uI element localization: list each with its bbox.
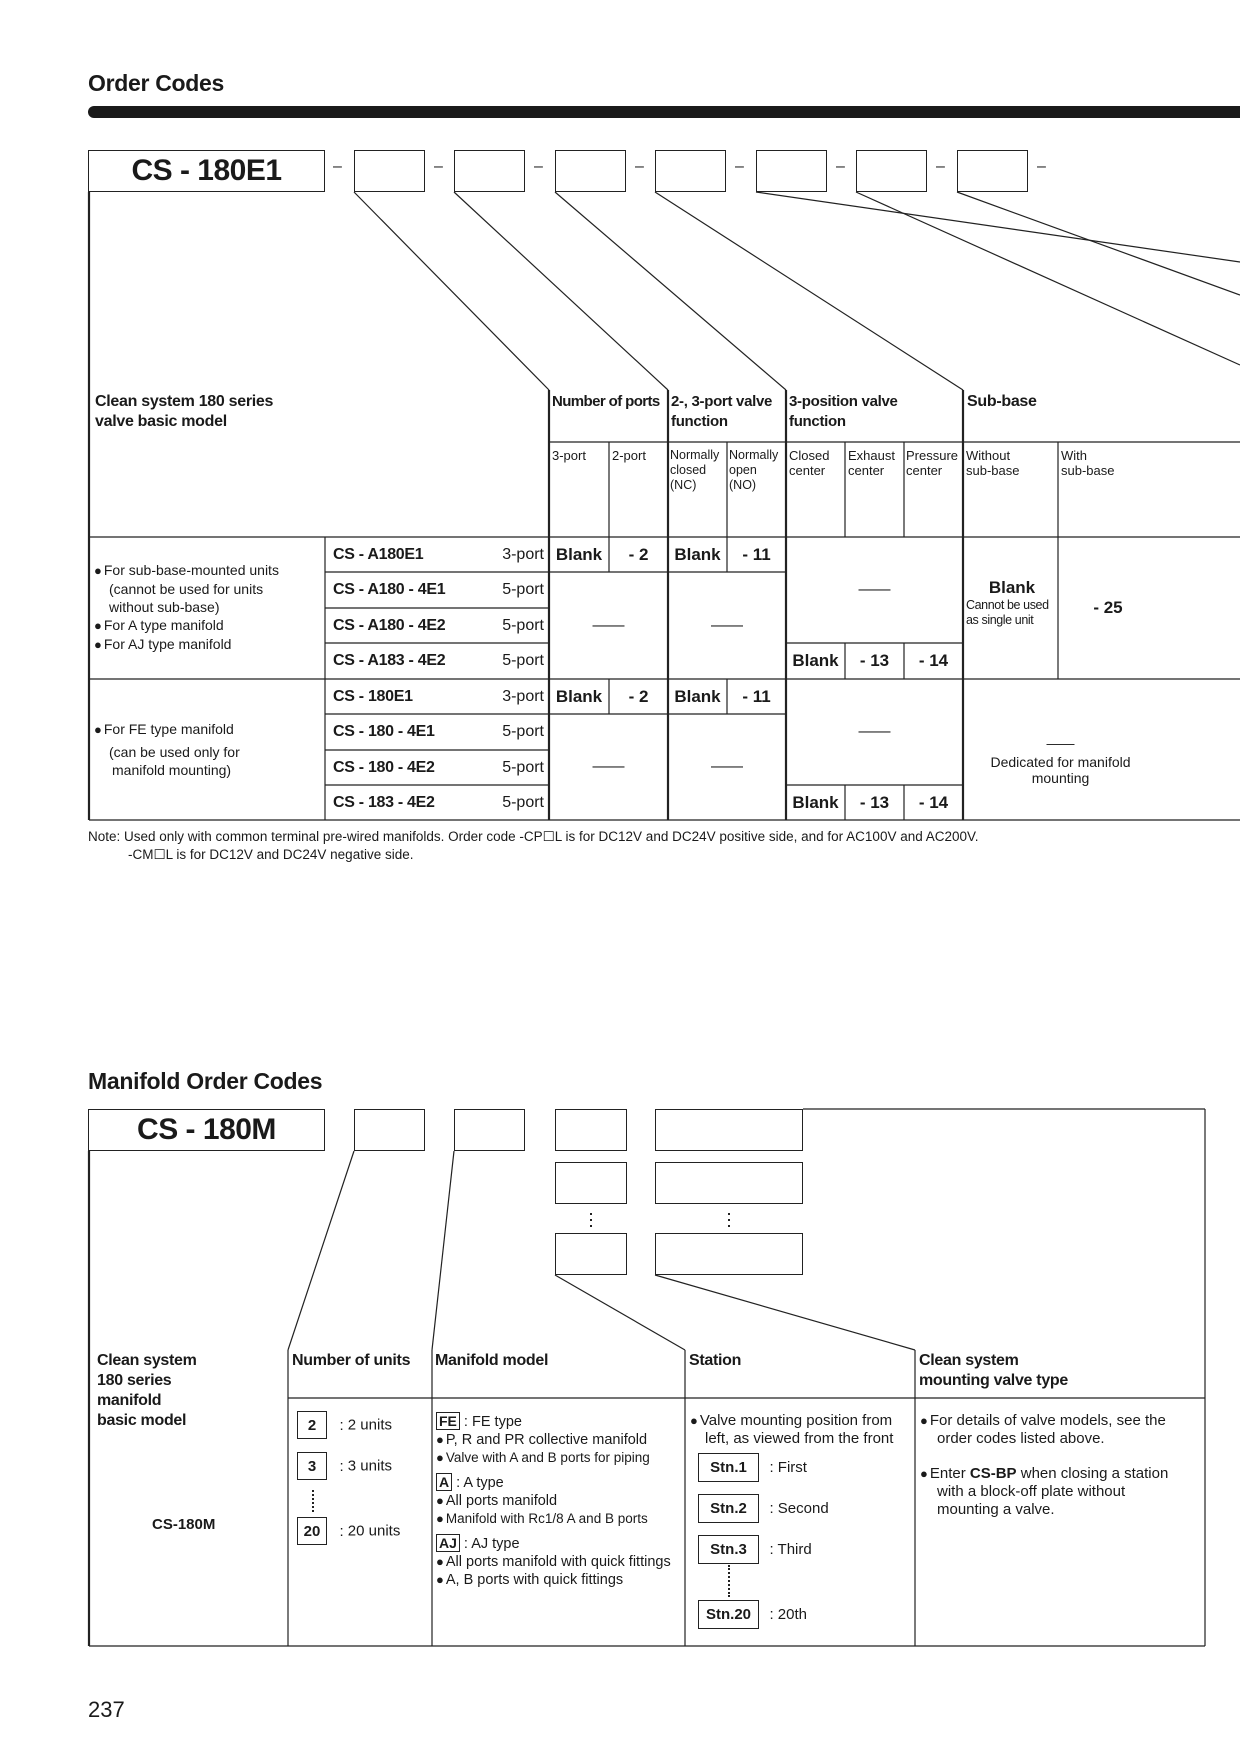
header-manifold-model: Manifold model	[435, 1352, 549, 1369]
group-2-description	[94, 720, 319, 779]
sub-line: sub-base	[1061, 463, 1115, 478]
station-option: Stn.2 : Second	[698, 1494, 829, 1523]
model-code: CS - A180 - 4E2	[333, 616, 446, 634]
units-option: 3 : 3 units	[297, 1452, 392, 1480]
model-code: CS - 183 - 4E2	[333, 793, 435, 811]
option-slot-2	[454, 150, 525, 192]
subheader-pressure-center	[906, 448, 958, 478]
base-model-box: CS - 180E1	[88, 150, 325, 192]
code-with-sub-base: - 25	[1093, 598, 1123, 617]
option-slot-7	[957, 150, 1028, 192]
sub-line: center	[906, 463, 943, 478]
header-3-position-valve-function	[789, 392, 898, 432]
header-line: mounting valve type	[919, 1372, 1068, 1389]
header-line: function	[671, 413, 728, 430]
group-1-description	[94, 561, 319, 654]
desc-line: without sub-base)	[109, 599, 220, 615]
manifold-order-codes-title: Manifold Order Codes	[88, 1068, 323, 1094]
model-bullet: ● Manifold with Rc1/8 A and B ports	[436, 1510, 681, 1528]
code-without-sub-base: Blank	[988, 578, 1036, 597]
port-cell	[470, 537, 544, 572]
model-cell	[333, 785, 473, 820]
note-line: order codes listed above.	[937, 1430, 1105, 1447]
port-cell	[470, 785, 544, 820]
subheader-normally-closed	[670, 448, 719, 493]
code-no: - 11	[742, 544, 771, 564]
separator-dash: –	[836, 158, 845, 175]
ellipsis-dots	[312, 1490, 316, 1512]
port-cell	[470, 679, 544, 714]
note-line: -CM☐L is for DC12V and DC24V negative side.	[128, 847, 414, 862]
separator-dash: –	[434, 158, 443, 175]
port-count: 5-port	[502, 793, 544, 811]
note-line: with a block-off plate without	[937, 1483, 1126, 1500]
desc-line: (cannot be used for units	[109, 581, 264, 597]
note-text: when closing a station	[1016, 1465, 1169, 1482]
port-cell	[470, 608, 544, 643]
station-option: Stn.20 : 20th	[698, 1600, 807, 1629]
note-line: Dedicated for manifold	[990, 754, 1131, 770]
units-label: 3 units	[347, 1457, 392, 1475]
code-nc: Blank	[674, 544, 721, 564]
valve-type-slot-n	[655, 1233, 803, 1275]
station-label: 20th	[777, 1606, 807, 1623]
station-label: First	[777, 1459, 807, 1476]
header-line: basic model	[97, 1412, 187, 1429]
header-line: manifold	[97, 1392, 162, 1409]
station-intro	[690, 1412, 912, 1448]
note-text: Enter	[929, 1465, 970, 1482]
code-nc: Blank	[674, 686, 721, 706]
note-line	[920, 1465, 1200, 1483]
header-number-of-ports: Number of ports	[552, 393, 660, 410]
code-exhaust-center: - 13	[859, 651, 890, 670]
model-code: CS - A180 - 4E1	[333, 581, 446, 598]
valve-type-notes	[920, 1412, 1200, 1519]
desc-line: ● For sub-base-mounted units	[94, 561, 319, 580]
model-label: FE type	[471, 1414, 522, 1430]
port-cell	[470, 750, 544, 785]
model-cell	[333, 643, 473, 679]
subheader-3-port: 3-port	[552, 448, 586, 463]
port-count: 5-port	[502, 581, 544, 598]
header-line: Clean system	[919, 1352, 1019, 1369]
separator-dash: –	[635, 158, 644, 175]
header-line: Clean system 180 series	[95, 393, 274, 410]
note-bold-code: CS-BP	[969, 1465, 1017, 1482]
model-tag: AJ	[436, 1534, 460, 1552]
code-pressure-center: - 14	[918, 651, 949, 670]
separator-dash: –	[333, 158, 342, 175]
sub-line: Pressure	[906, 448, 959, 463]
without-sub-base-note	[966, 598, 1058, 628]
units-option: 2 : 2 units	[297, 1411, 392, 1439]
valve-type-slot-1	[655, 1109, 803, 1151]
model-bullet: ● Valve with A and B ports for piping	[436, 1449, 681, 1467]
units-code: 3	[297, 1452, 327, 1480]
port-count: 5-port	[502, 616, 544, 634]
model-cell	[333, 714, 473, 750]
sub-line: Without	[966, 448, 1011, 463]
sub-line: center	[848, 463, 885, 478]
code-2-port: - 2	[628, 686, 649, 706]
header-mounting-valve-type	[919, 1351, 1068, 1391]
station-code: Stn.3	[698, 1535, 759, 1564]
header-sub-base: Sub-base	[967, 393, 1037, 410]
station-slot-1	[555, 1109, 627, 1151]
code-closed-center: Blank	[792, 792, 839, 812]
manifold-model-a: A : A type	[436, 1473, 681, 1492]
header-line: function	[789, 413, 846, 430]
note-line: mounting	[1031, 770, 1090, 786]
sub-line: Normally	[670, 448, 720, 462]
units-code: 20	[297, 1517, 327, 1545]
model-code: CS - 180E1	[333, 687, 413, 705]
station-option: Stn.1 : First	[698, 1453, 807, 1482]
code-closed-center: Blank	[792, 651, 839, 670]
station-slot-n	[555, 1233, 627, 1275]
header-number-of-units: Number of units	[292, 1352, 411, 1369]
port-cell	[470, 643, 544, 679]
sub-base-fe-cell	[963, 735, 1158, 786]
subheader-2-port: 2-port	[612, 448, 646, 463]
ellipsis-dots	[728, 1565, 732, 1597]
code-3-port: Blank	[555, 544, 603, 564]
header-basic-model	[95, 392, 273, 432]
section-rule	[88, 106, 1240, 118]
model-bullet: ● P, R and PR collective manifold	[436, 1431, 681, 1449]
desc-line: manifold mounting)	[112, 762, 232, 778]
desc-line: ● For AJ type manifold	[94, 635, 319, 654]
station-code: Stn.20	[698, 1600, 759, 1629]
station-label: Third	[777, 1541, 812, 1558]
sub-line: Closed	[789, 448, 830, 463]
port-count: 5-port	[502, 723, 544, 740]
model-code: CS - A180E1	[333, 545, 424, 563]
station-option: Stn.3 : Third	[698, 1535, 812, 1564]
note-line: Cannot be used	[966, 598, 1049, 612]
page-number: 237	[88, 1697, 125, 1722]
model-bullet: ● All ports manifold with quick fittings	[436, 1553, 681, 1571]
note-line: Note: Used only with common terminal pre-wired manifolds. Order code -CP☐L is for DC12V and DC24V positive side, and for AC100V and AC200V.	[88, 829, 979, 844]
model-bullet: ● All ports manifold	[436, 1492, 681, 1510]
subheader-exhaust-center	[848, 448, 895, 478]
desc-line: ● For A type manifold	[94, 616, 319, 635]
intro-line: left, as viewed from the front	[705, 1430, 894, 1447]
na-cell: ——	[711, 758, 743, 775]
sub-line: closed	[670, 463, 707, 477]
option-slot-5	[756, 150, 827, 192]
na-cell: ——	[592, 758, 625, 775]
option-slot-3	[555, 150, 626, 192]
sub-line: With	[1061, 448, 1087, 463]
order-codes-title: Order Codes	[88, 70, 225, 96]
header-line: 2-, 3-port valve	[671, 393, 773, 410]
sub-line: open	[729, 463, 757, 477]
model-cell	[333, 608, 473, 643]
code-pressure-center: - 14	[918, 792, 949, 812]
code-exhaust-center: - 13	[859, 792, 890, 812]
separator-dash: –	[735, 158, 744, 175]
model-bullet: ● A, B ports with quick fittings	[436, 1571, 681, 1589]
code-3-port: Blank	[555, 686, 603, 706]
model-label: A type	[463, 1475, 504, 1491]
na-cell: ——	[858, 723, 891, 740]
port-cell	[470, 572, 544, 608]
sub-line: (NO)	[729, 478, 757, 492]
subheader-with-sub-base	[1061, 448, 1114, 478]
header-23-port-valve-function	[671, 392, 772, 432]
station-code: Stn.2	[698, 1494, 759, 1523]
option-slot-6	[856, 150, 927, 192]
subheader-closed-center	[789, 448, 829, 478]
model-cell	[333, 537, 473, 572]
sub-line: center	[789, 463, 826, 478]
port-count: 5-port	[502, 652, 544, 669]
port-count: 3-port	[502, 545, 544, 563]
header-line: Clean system	[97, 1352, 197, 1369]
port-count: 5-port	[502, 758, 544, 776]
separator-dash: –	[534, 158, 543, 175]
station-label: Second	[777, 1500, 829, 1517]
note-line: mounting a valve.	[937, 1501, 1055, 1518]
sub-line: (NC)	[670, 478, 697, 492]
port-cell	[470, 714, 544, 750]
manifold-model-list	[436, 1412, 681, 1589]
separator-dash: –	[936, 158, 945, 175]
model-code: CS - A183 - 4E2	[333, 652, 446, 669]
units-option: 20 : 20 units	[297, 1517, 400, 1545]
model-cell	[333, 572, 473, 608]
header-line: valve basic model	[95, 413, 227, 430]
intro-line: ● Valve mounting position from	[690, 1412, 912, 1430]
manifold-header-basic-model	[97, 1351, 197, 1431]
desc-line: (can be used only for	[109, 744, 240, 760]
option-slot-1	[354, 150, 425, 192]
manifold-base-model-box: CS - 180M	[88, 1109, 325, 1151]
na-cell: ——	[858, 581, 891, 598]
subheader-without-sub-base	[966, 448, 1019, 478]
model-code: CS - 180 - 4E2	[333, 758, 435, 776]
station-code: Stn.1	[698, 1453, 759, 1482]
model-tag: FE	[436, 1412, 460, 1430]
na-cell: ——	[711, 616, 743, 634]
without-sub-base-cell	[966, 578, 1058, 628]
units-label: 2 units	[347, 1416, 392, 1434]
sub-line: sub-base	[966, 463, 1020, 478]
note-line: as single unit	[966, 613, 1034, 627]
units-slot	[354, 1109, 425, 1151]
model-tag: A	[436, 1473, 452, 1491]
sub-line: Exhaust	[848, 448, 895, 463]
station-slot-2	[555, 1162, 627, 1204]
footnote	[88, 828, 979, 864]
valve-type-slot-2	[655, 1162, 803, 1204]
sub-line: Normally	[729, 448, 779, 462]
units-label: 20 units	[347, 1522, 401, 1540]
header-station: Station	[689, 1352, 742, 1369]
manifold-model-fe: FE : FE type	[436, 1412, 681, 1431]
option-slot-4	[655, 150, 726, 192]
separator-dash: –	[1037, 158, 1046, 175]
na-mark: ——	[1046, 735, 1075, 751]
header-line: 3-position valve	[789, 393, 898, 410]
note-line: ● For details of valve models, see the	[920, 1412, 1200, 1430]
code-no: - 11	[742, 686, 771, 706]
model-cell	[333, 679, 473, 714]
header-line: 180 series	[97, 1372, 172, 1389]
manifold-basic-model-value: CS-180M	[152, 1516, 216, 1533]
na-cell: ——	[592, 616, 625, 634]
subheader-normally-open	[729, 448, 778, 493]
code-2-port: - 2	[628, 544, 649, 564]
manifold-model-slot	[454, 1109, 525, 1151]
manifold-model-aj: AJ : AJ type	[436, 1534, 681, 1553]
port-count: 3-port	[502, 687, 544, 705]
units-code: 2	[297, 1411, 327, 1439]
model-code: CS - 180 - 4E1	[333, 723, 435, 740]
desc-line: ● For FE type manifold	[94, 720, 319, 739]
model-cell	[333, 750, 473, 785]
model-label: AJ type	[471, 1536, 520, 1552]
